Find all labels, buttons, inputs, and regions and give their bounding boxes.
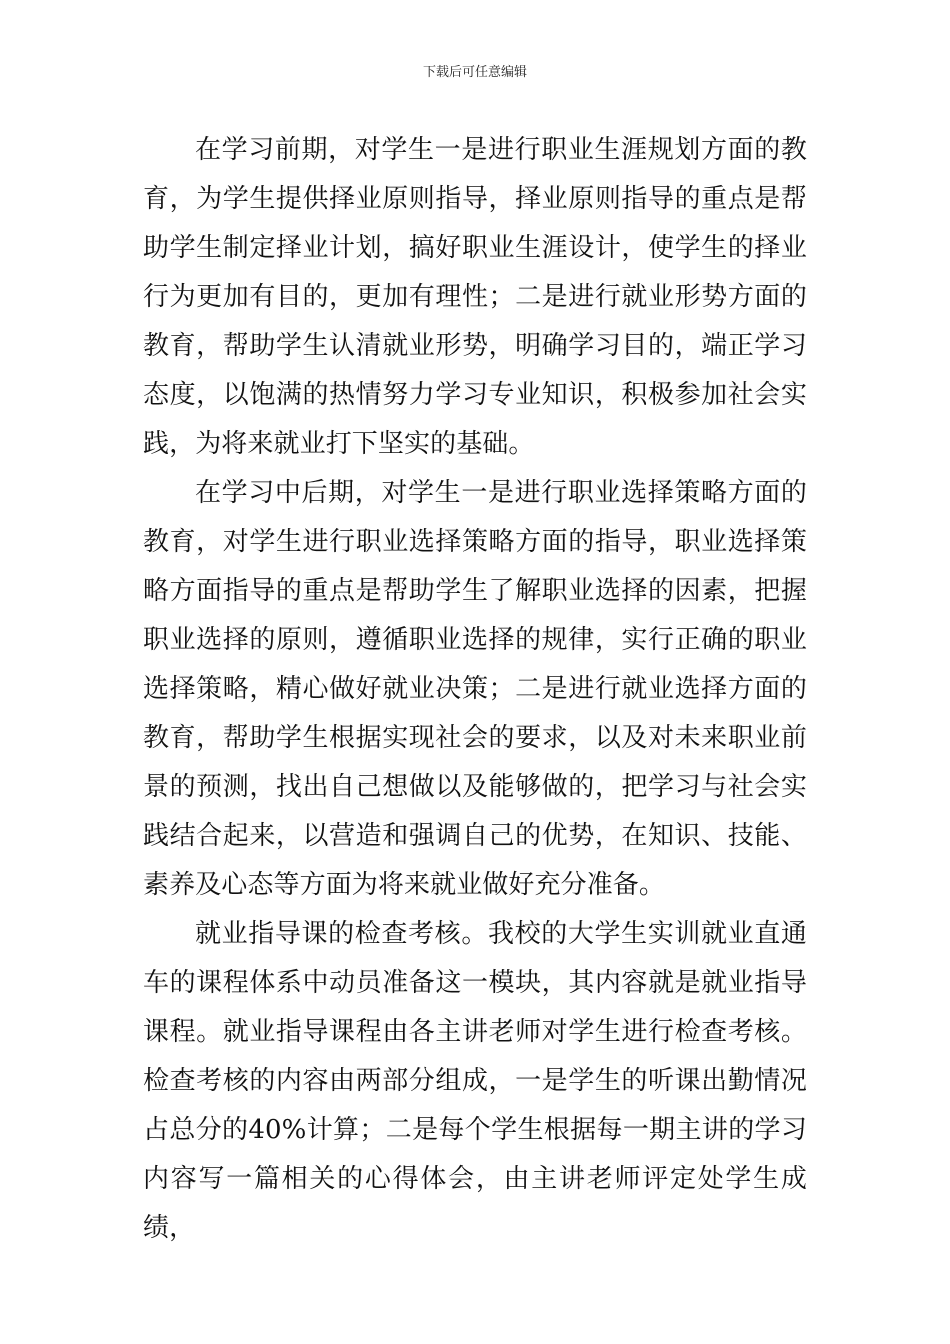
document-body xyxy=(143,126,807,1253)
page-header: 下载后可任意编辑 xyxy=(422,65,527,80)
paragraph-later-study: 在学习中后期，对学生一是进行职业选择策略方面的教育，对学生进行职业选择策略方面的指导，职业选择策略方面指导的重点是帮助学生了解职业选择的因素，把握职业选择的原则，遵循职业选择的规律，实行正确的职业选择策略，精心做好就业决策；二是进行就业选择方面的教育，帮助学生根据实现社会的要求，以及对未来职业前景的预测，找出自己想做以及能够做的，把学习与社会实践结合起来，以营造和强调自己的优势，在知识、技能、素养及心态等方面为将来就业做好充分准备。 xyxy=(143,478,807,900)
paragraph-course-assessment: 就业指导课的检查考核。我校的大学生实训就业直通车的课程体系中动员准备这一模块，其内容就是就业指导课程。就业指导课程由各主讲老师对学生进行检查考核。检查考核的内容由两部分组成，一是学生的听课出勤情况占总分的40%计算；二是每个学生根据每一期主讲的学习内容写一篇相关的心得体会，由主讲老师评定处学生成绩， xyxy=(143,919,807,1243)
paragraph-early-study: 在学习前期，对学生一是进行职业生涯规划方面的教育，为学生提供择业原则指导，择业原则指导的重点是帮助学生制定择业计划，搞好职业生涯设计，使学生的择业行为更加有目的，更加有理性；二是进行就业形势方面的教育，帮助学生认清就业形势，明确学习目的，端正学习态度，以饱满的热情努力学习专业知识，积极参加社会实践，为将来就业打下坚实的基础。 xyxy=(143,135,807,459)
